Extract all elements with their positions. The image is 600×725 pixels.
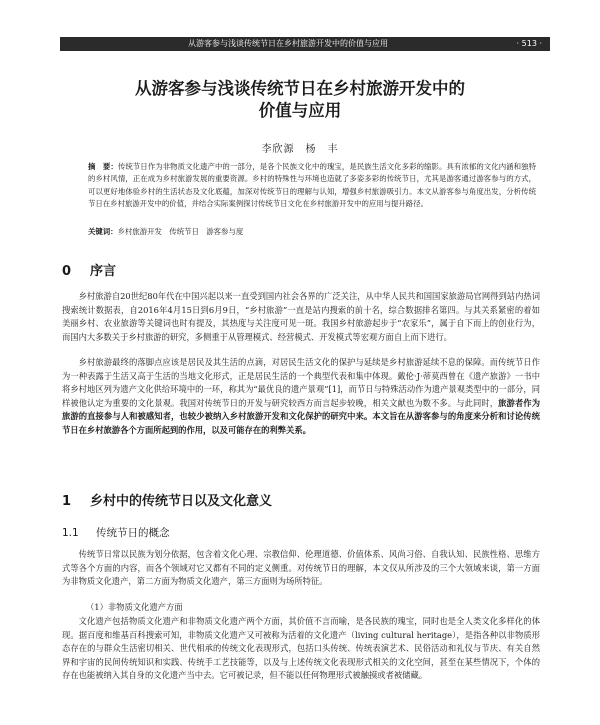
section-number: 0 (62, 264, 72, 279)
paragraph-3: 传统节日常以民族为划分依据，包含着文化心理、宗教信仰、伦理道德、价值体系、风尚习俗、自我认知、民族性格、思维方式等各个方面的内容，而各个领域对它又都有不同的定义侧重。对传统节日的理解，本文仅从所涉及的三个大领域来谈，第一方面为非物质文化遗产，第二方面为物质文化遗产，第三方面则为场所特征。 (62, 549, 540, 587)
running-header-title: 从游客参与浅谈传统节日在乡村旅游开发中的价值与应用 (188, 39, 388, 48)
subsection-number: 1.1 (62, 527, 79, 539)
abstract (88, 161, 536, 211)
section-heading-0 (62, 264, 116, 280)
paragraph-4: 文化遗产包括物质文化遗产和非物质文化遗产两个方面，其价值不言而喻，是各民族的瑰宝，同时也是全人类文化多样化的体现。据百度和维基百科搜索可知，非物质文化遗产又可被称为活着的文化遗产（living cultural heritage），是指各种以非物质形态存在的与群众生活密切相关、世代相承的传统文化表现形式，包括口头传统、传统表演艺术、民俗活动和礼仪与节庆、有关自然界和宇宙的民间传统知识和实践、传统手工艺技能等，以及与上述传统文化表现形式相关的文化空间，甚至在某些情况下，个体的存在也能被纳入其自身的文化遗产当中去。它可被记录，但不能以任何物理形式被触摸或者被储藏。 (62, 616, 540, 681)
section-heading-1 (62, 494, 272, 510)
sub-heading-intangible: （1）非物质文化遗产方面 (86, 602, 183, 612)
paragraph-2-text: 乡村旅游最终的落脚点应该是居民及其生活的点滴，对居民生活文化的保护与延续是乡村旅游延续不息的保障。而传统节日作为一种表露于生活又高于生活的当地文化形式，正是居民生活的一个典型代表和集中体现。戴伦·J·蒂莫西曾在《遗产旅游》一书中将乡村地区列为遗产文化供给环境中的一环，称其为“最优良的遗产景观”[1]，而节日与特殊活动作为遗产景观类型中的一部分，同样被他认定为重要的文化景观。我国对传统节日的开发与研究较西方而言起步较晚，相关文献也为数不多。与此同时， (62, 357, 540, 408)
keywords-label: 关键词： (88, 227, 118, 236)
subsection-heading-1-1 (62, 526, 170, 540)
keywords-text: 乡村旅游开发 传统节日 游客参与度 (117, 227, 244, 236)
article-authors: 李欣源 杨 丰 (261, 144, 339, 155)
section-number: 1 (62, 494, 72, 509)
running-header (60, 37, 550, 51)
section-title: 乡村中的传统节日以及文化意义 (90, 494, 273, 509)
abstract-text: 传统节日作为非物质文化遗产中的一部分，是各个民族文化中的瑰宝，是民族生活文化多彩的缩影。具有浓郁的文化内涵和独特的乡村风情，正在成为乡村旅游发展的重要资源。乡村的特殊性与环境也造就了多姿多彩的传统节日，尤其是游客通过游客参与的方式，可以更好地体验乡村的生活状态及文化底蕴，加深对传统节日的理解与认知，增强乡村旅游吸引力。本文从游客参与角度出发，分析传统节日在乡村旅游开发中的价值，并结合实际案例探讨传统节日文化在乡村旅游开发中的应用与提升路径。 (88, 162, 536, 209)
keywords (88, 226, 536, 238)
subsection-title: 传统节日的概念 (96, 527, 170, 539)
article-title-line-1: 从游客参与浅谈传统节日在乡村旅游开发中的 (135, 79, 465, 98)
paragraph-2-highlight: 旅游者作为旅游的直接参与人和被感知者，也较少被纳入乡村旅游开发和文化保护的研究中来。本文旨在从游客参与的角度来分析和讨论传统节日在乡村旅游各个方面所起到的作用，以及可能存在的利弊关系。 (62, 397, 540, 435)
paragraph-1: 乡村旅游自20世纪80年代在中国兴起以来一直受到国内社会各界的广泛关注，从中华人民共和国国家旅游局官网得到站内热词搜索统计数据表，自2016年4月15日到6月9日，“乡村旅游”一直是站内搜索的前十名，综合数据排名第四。与其关系紧密的着如美丽乡村、农业旅游等关键词也时有提及，其热度与关注度可见一斑。我国乡村旅游起步于“农家乐”，属于自下而上的创业行为，而国内大多数关于乡村旅游的研究，多侧重于从管理模式、经营模式、开发模式等宏观方面自上而下进行。 (62, 291, 540, 342)
section-title: 序言 (90, 264, 117, 279)
abstract-label: 摘 要： (88, 162, 118, 171)
paragraph-2 (62, 356, 540, 438)
article-title-line-2: 价值与应用 (258, 101, 342, 120)
page-number: · 513 · (516, 39, 542, 48)
